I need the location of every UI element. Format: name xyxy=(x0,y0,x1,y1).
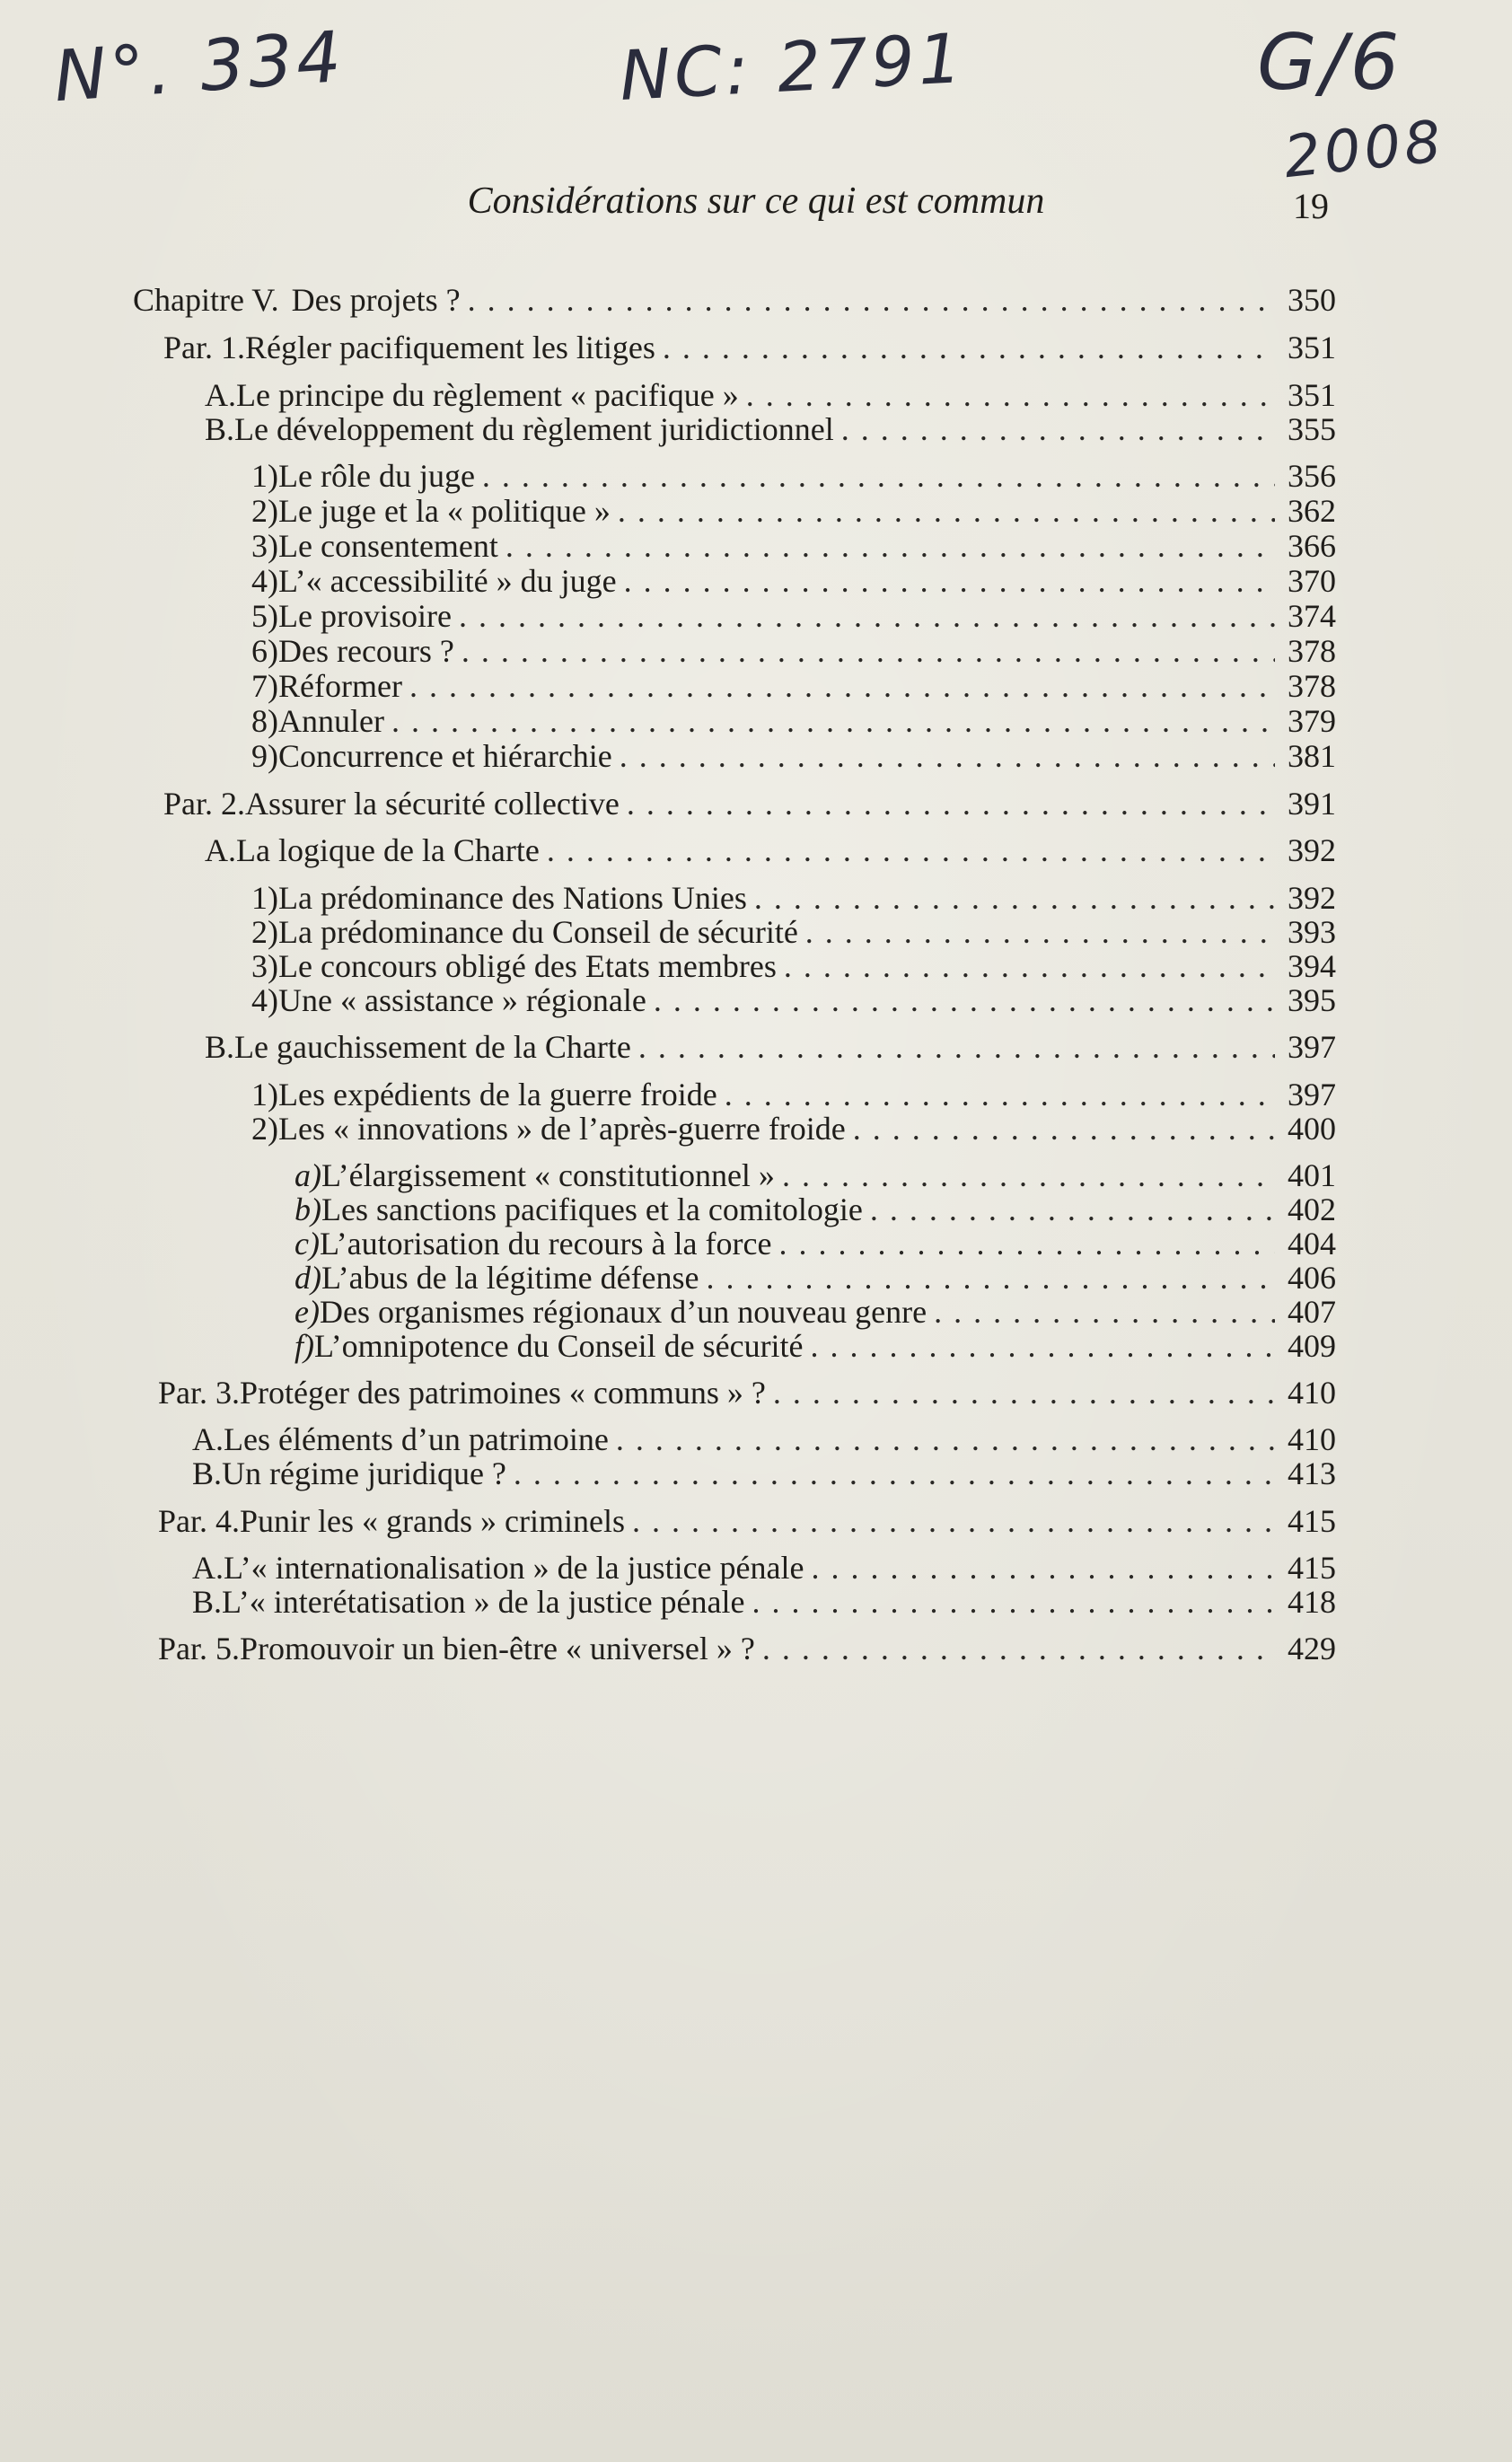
toc-entry-chapter xyxy=(133,280,1336,320)
dot-leader xyxy=(620,736,1275,776)
toc-entry-number: Par. 2. xyxy=(163,786,246,822)
toc-entry-page: 429 xyxy=(1288,1631,1336,1666)
dot-leader xyxy=(618,491,1275,531)
toc-entry-label: Protéger des patrimoines « communs » ? xyxy=(240,1375,766,1411)
toc-entry-point xyxy=(251,980,1336,1020)
toc-entry-page: 393 xyxy=(1288,914,1336,950)
toc-entry-page: 404 xyxy=(1288,1226,1336,1262)
toc-entry-number: 6) xyxy=(251,633,278,669)
toc-entry-label: Le consentement xyxy=(278,528,498,564)
handwritten-nc-code: NC: 2791 xyxy=(617,17,968,117)
toc-entry-page: 356 xyxy=(1288,458,1336,494)
handwritten-number: N°. 334 xyxy=(51,16,347,119)
toc-entry-number: 2) xyxy=(251,493,278,529)
toc-entry-number: B. xyxy=(205,411,235,447)
toc-entry-label: Un régime juridique ? xyxy=(222,1455,506,1491)
toc-entry-label: La prédominance des Nations Unies xyxy=(278,880,747,916)
toc-entry-page: 410 xyxy=(1288,1375,1336,1411)
toc-entry-label: L’autorisation du recours à la force xyxy=(319,1226,772,1262)
toc-entry-page: 381 xyxy=(1288,738,1336,774)
toc-entry-page: 350 xyxy=(1288,282,1336,318)
toc-entry-label: Les sanctions pacifiques et la comitologie xyxy=(321,1191,863,1227)
toc-entry-point xyxy=(251,491,1336,531)
toc-entry-page: 355 xyxy=(1288,411,1336,447)
toc-entry-label: Promouvoir un bien-être « universel » ? xyxy=(240,1631,755,1666)
toc-entry-page: 397 xyxy=(1288,1077,1336,1112)
toc-entry-number: e) xyxy=(294,1294,320,1330)
toc-entry-number: f) xyxy=(294,1328,314,1364)
toc-entry-number: Chapitre V. xyxy=(133,282,279,318)
toc-entry-number: 7) xyxy=(251,668,278,704)
toc-entry-label: L’abus de la légitime défense xyxy=(321,1260,699,1296)
toc-entry-page: 391 xyxy=(1288,786,1336,822)
toc-entry-label: L’« internationalisation » de la justice pénale xyxy=(224,1550,804,1586)
toc-entry-section xyxy=(158,1629,1336,1668)
toc-entry-page: 378 xyxy=(1288,668,1336,704)
toc-entry-page: 415 xyxy=(1288,1550,1336,1586)
toc-entry-point xyxy=(251,456,1336,496)
toc-entry-page: 378 xyxy=(1288,633,1336,669)
toc-entry-number: b) xyxy=(294,1191,321,1227)
toc-entry-point xyxy=(251,1109,1336,1148)
toc-entry-page: 410 xyxy=(1288,1421,1336,1457)
toc-entry-page: 402 xyxy=(1288,1191,1336,1227)
dot-leader xyxy=(468,280,1275,320)
toc-entry-subsection xyxy=(205,409,1336,449)
toc-entry-number: Par. 3. xyxy=(158,1375,241,1411)
toc-entry-number: A. xyxy=(205,832,236,868)
toc-entry-number: 1) xyxy=(251,1077,278,1112)
toc-entry-page: 407 xyxy=(1288,1294,1336,1330)
dot-leader xyxy=(762,1629,1275,1668)
dot-leader xyxy=(459,596,1275,636)
dot-leader xyxy=(482,456,1275,496)
toc-entry-page: 413 xyxy=(1288,1455,1336,1491)
toc-entry-section xyxy=(163,784,1336,823)
toc-entry-number: Par. 1. xyxy=(163,330,246,365)
toc-entry-point xyxy=(251,596,1336,636)
toc-entry-page: 379 xyxy=(1288,703,1336,739)
dot-leader xyxy=(514,1454,1275,1493)
toc-entry-label: Assurer la sécurité collective xyxy=(245,786,620,822)
toc-entry-number: B. xyxy=(205,1029,235,1065)
toc-entry-section xyxy=(158,1501,1336,1541)
dot-leader xyxy=(638,1027,1275,1067)
toc-entry-page: 394 xyxy=(1288,948,1336,984)
toc-entry-number: Par. 4. xyxy=(158,1503,241,1539)
toc-entry-page: 351 xyxy=(1288,377,1336,413)
toc-entry-number: 3) xyxy=(251,948,278,984)
dot-leader xyxy=(841,409,1275,449)
toc-entry-label: Concurrence et hiérarchie xyxy=(278,738,612,774)
toc-entry-number: c) xyxy=(294,1226,320,1262)
page-number: 19 xyxy=(1293,186,1329,226)
toc-entry-label: Annuler xyxy=(278,703,384,739)
toc-entry-label: Le provisoire xyxy=(278,598,452,634)
dot-leader xyxy=(632,1501,1275,1541)
toc-entry-number: 3) xyxy=(251,528,278,564)
dot-leader xyxy=(409,666,1275,706)
toc-entry-number: 8) xyxy=(251,703,278,739)
toc-entry-number: a) xyxy=(294,1157,321,1193)
toc-entry-page: 401 xyxy=(1288,1157,1336,1193)
toc-entry-page: 406 xyxy=(1288,1260,1336,1296)
dot-leader xyxy=(624,561,1275,601)
toc-entry-number: 9) xyxy=(251,738,278,774)
toc-entry-label: Des projets ? xyxy=(291,282,461,318)
toc-entry-label: L’élargissement « constitutionnel » xyxy=(321,1157,775,1193)
dot-leader xyxy=(627,784,1275,823)
toc-entry-number: A. xyxy=(205,377,236,413)
toc-entry-number: B. xyxy=(192,1455,223,1491)
toc-entry-number: 5) xyxy=(251,598,278,634)
toc-entry-subsection xyxy=(192,1454,1336,1493)
toc-entry-label: Le principe du règlement « pacifique » xyxy=(236,377,739,413)
toc-entry-number: 4) xyxy=(251,563,278,599)
toc-entry-label: Le développement du règlement juridictionnel xyxy=(234,411,834,447)
toc-entry-point xyxy=(251,701,1336,741)
toc-entry-label: Les expédients de la guerre froide xyxy=(278,1077,717,1112)
dot-leader xyxy=(663,328,1275,367)
running-title: Considérations sur ce qui est commun xyxy=(467,180,1045,222)
toc-entry-number: d) xyxy=(294,1260,321,1296)
dot-leader xyxy=(811,1326,1275,1366)
toc-entry-label: L’« interétatisation » de la justice pénale xyxy=(222,1584,745,1620)
toc-entry-point xyxy=(251,736,1336,776)
toc-entry-label: Les « innovations » de l’après-guerre froide xyxy=(278,1111,846,1147)
toc-entry-section xyxy=(158,1373,1336,1412)
dot-leader xyxy=(853,1109,1275,1148)
dot-leader xyxy=(654,980,1275,1020)
toc-entry-label: Le gauchissement de la Charte xyxy=(234,1029,631,1065)
toc-entry-label: Une « assistance » régionale xyxy=(278,982,646,1018)
toc-entry-subsection xyxy=(192,1582,1336,1622)
toc-entry-page: 392 xyxy=(1288,832,1336,868)
dot-leader xyxy=(505,526,1275,566)
toc-entry-number: 4) xyxy=(251,982,278,1018)
handwritten-shelf-code: G/6 xyxy=(1257,18,1403,108)
toc-entry-point xyxy=(251,631,1336,671)
toc-entry-page: 362 xyxy=(1288,493,1336,529)
toc-entry-number: 2) xyxy=(251,914,278,950)
toc-entry-label: Des recours ? xyxy=(278,633,454,669)
toc-entry-page: 351 xyxy=(1288,330,1336,365)
toc-entry-page: 366 xyxy=(1288,528,1336,564)
toc-entry-label: La prédominance du Conseil de sécurité xyxy=(278,914,798,950)
dot-leader xyxy=(462,631,1275,671)
toc-entry-number: 1) xyxy=(251,880,278,916)
toc-entry-label: Réformer xyxy=(278,668,402,704)
toc-entry-page: 374 xyxy=(1288,598,1336,634)
toc-entry-point xyxy=(251,666,1336,706)
toc-entry-label: L’omnipotence du Conseil de sécurité xyxy=(314,1328,804,1364)
toc-entry-number: A. xyxy=(192,1421,224,1457)
toc-entry-page: 415 xyxy=(1288,1503,1336,1539)
toc-entry-number: A. xyxy=(192,1550,224,1586)
toc-entry-label: Punir les « grands » criminels xyxy=(240,1503,625,1539)
toc-entry-label: Les éléments d’un patrimoine xyxy=(224,1421,609,1457)
toc-entry-page: 370 xyxy=(1288,563,1336,599)
toc-entry-point xyxy=(251,561,1336,601)
toc-entry-label: Le juge et la « politique » xyxy=(278,493,611,529)
dot-leader xyxy=(773,1373,1275,1412)
toc-entry-page: 397 xyxy=(1288,1029,1336,1065)
toc-entry-label: Le rôle du juge xyxy=(278,458,475,494)
toc-entry-number: 1) xyxy=(251,458,278,494)
dot-leader xyxy=(547,831,1275,870)
toc-entry-label: La logique de la Charte xyxy=(236,832,540,868)
toc-entry-number: B. xyxy=(192,1584,223,1620)
toc-entry-page: 418 xyxy=(1288,1584,1336,1620)
toc-entry-label: Le concours obligé des Etats membres xyxy=(278,948,777,984)
toc-entry-page: 392 xyxy=(1288,880,1336,916)
toc-entry-subsection xyxy=(205,831,1336,870)
toc-entry-point xyxy=(251,526,1336,566)
toc-entry-subsection xyxy=(205,1027,1336,1067)
toc-entry-label: L’« accessibilité » du juge xyxy=(278,563,617,599)
toc-entry-label: Régler pacifiquement les litiges xyxy=(245,330,655,365)
toc-entry-page: 395 xyxy=(1288,982,1336,1018)
toc-entry-number: Par. 5. xyxy=(158,1631,241,1666)
toc-entry-number: 2) xyxy=(251,1111,278,1147)
dot-leader xyxy=(752,1582,1275,1622)
dot-leader xyxy=(391,701,1275,741)
toc-entry-label: Des organismes régionaux d’un nouveau genre xyxy=(319,1294,927,1330)
toc-entry-subpoint xyxy=(294,1326,1336,1366)
toc-entry-section xyxy=(163,328,1336,367)
toc-entry-page: 409 xyxy=(1288,1328,1336,1364)
handwritten-year: 2008 xyxy=(1280,108,1448,192)
toc-entry-page: 400 xyxy=(1288,1111,1336,1147)
